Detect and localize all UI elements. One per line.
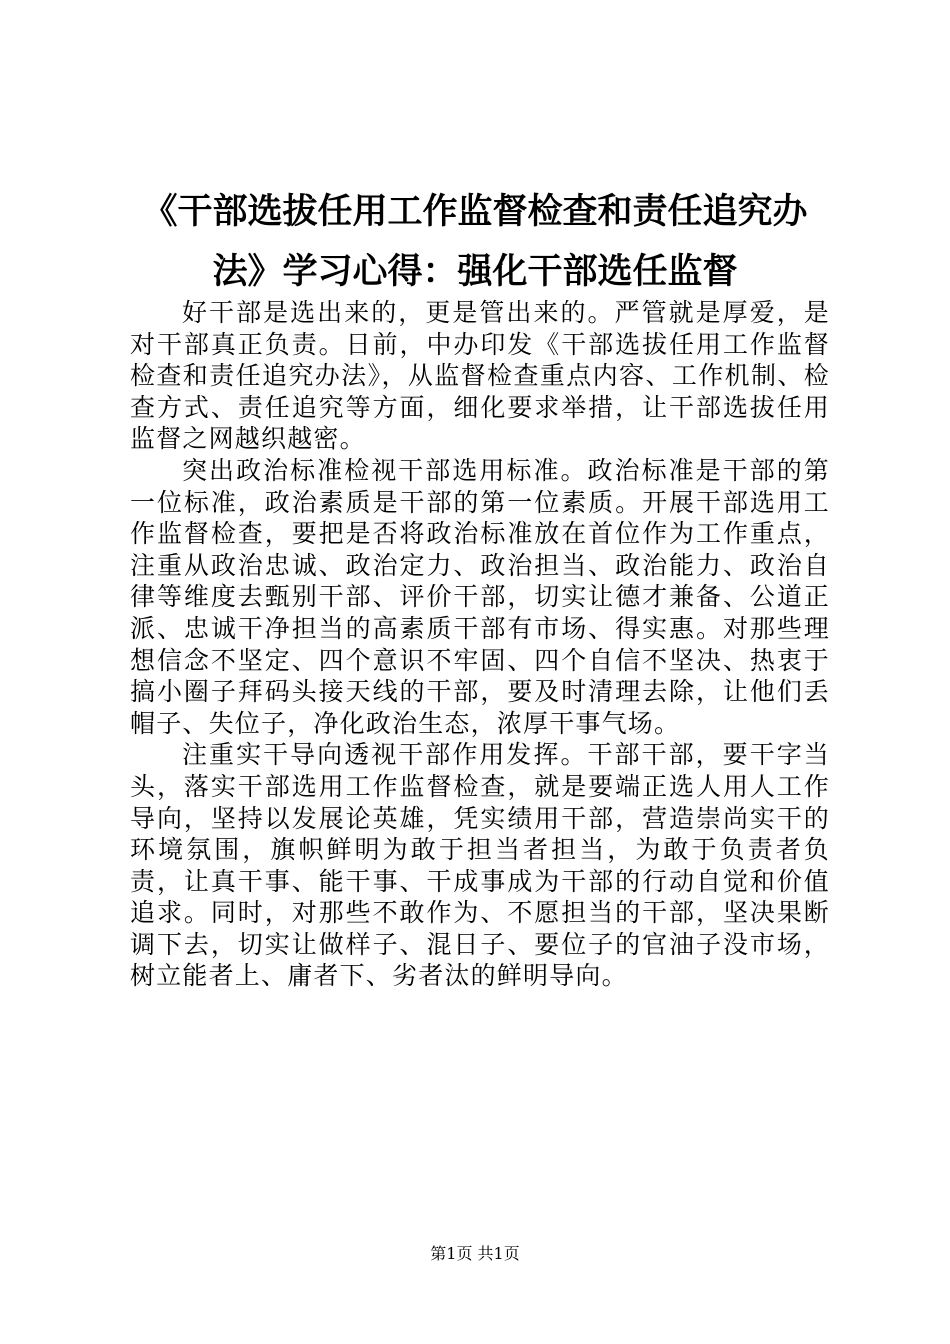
document-title (110, 182, 840, 302)
paragraph-practical-orientation: 注重实干导向透视干部作用发挥。干部干部，要干字当头，落实干部选用工作监督检查，就是要端正选人用人工作导向，坚持以发展论英雄，凭实绩用干部，营造崇尚实干的环境氛围，旗帜鲜明为敢于担当者担当，为敢于负责者负责，让真干事、能干事、干成事成为干部的行动自觉和价值追求。同时，对那些不敢作为、不愿担当的干部，坚决果断调下去，切实让做样子、混日子、要位子的官油子没市场，树立能者上、庸者下、劣者汰的鲜明导向。 (130, 740, 830, 991)
title-line-1: 《干部选拔任用工作监督检查和责任追究办 (142, 191, 808, 232)
paragraph-intro: 好干部是选出来的，更是管出来的。严管就是厚爱，是对干部真正负责。日前，中办印发《干部选拔任用工作监督检查和责任追究办法》，从监督检查重点内容、工作机制、检查方式、责任追究等方面，细化要求举措，让干部选拔任用监督之网越织越密。 (130, 298, 830, 454)
paragraph-political-standard: 突出政治标准检视干部选用标准。政治标准是干部的第一位标准，政治素质是干部的第一位素质。开展干部选用工作监督检查，要把是否将政治标准放在首位作为工作重点，注重从政治忠诚、政治定力、政治担当、政治能力、政治自律等维度去甄别干部、评价干部，切实让德才兼备、公道正派、忠诚干净担当的高素质干部有市场、得实惠。对那些理想信念不坚定、四个意识不牢固、四个自信不坚决、热衷于搞小圈子拜码头接天线的干部，要及时清理去除，让他们丢帽子、失位子，净化政治生态，浓厚干事气场。 (130, 455, 830, 738)
title-line-2: 法》学习心得：强化干部选任监督 (212, 251, 738, 292)
document-body (130, 297, 830, 992)
page-footer: 第1页 共1页 (430, 1244, 520, 1263)
